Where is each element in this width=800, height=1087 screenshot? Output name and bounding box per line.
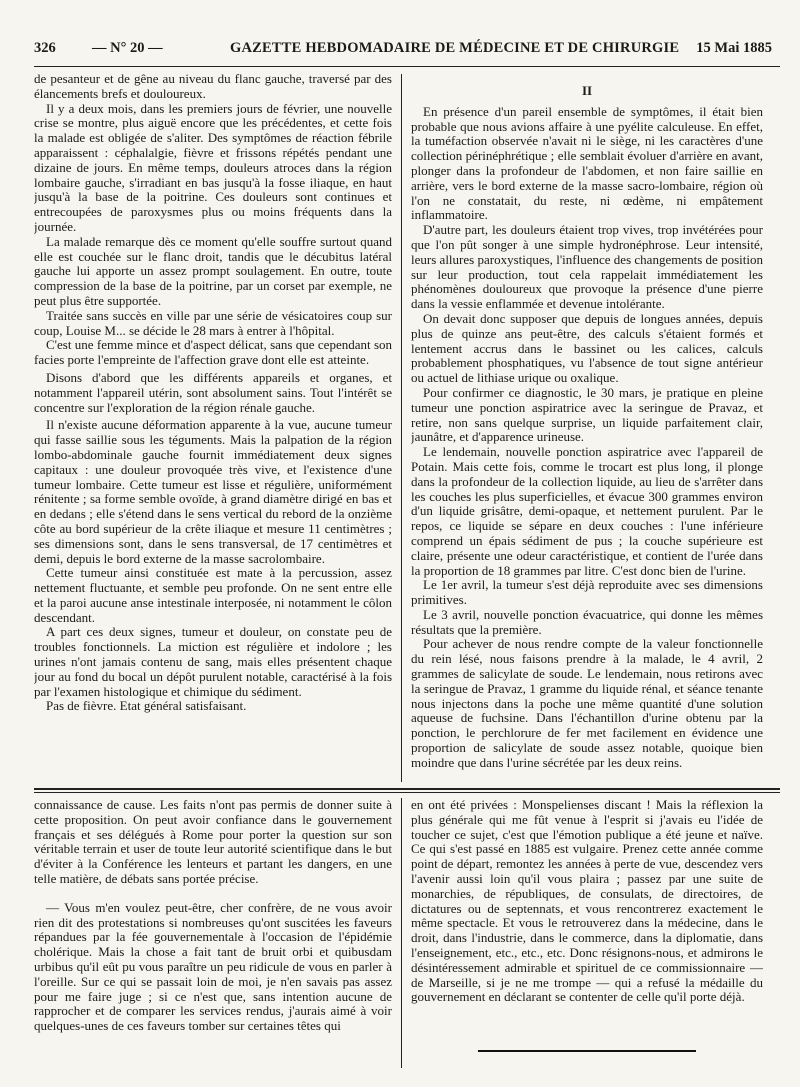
header-rule	[34, 66, 780, 67]
paragraph: Il y a deux mois, dans les premiers jours de février, une nouvelle crise se montre, plus aiguë encore que les précédentes, et cette fois la malade est obligée de s'aliter. Des symptômes de réaction fébrile apparaissent : céphalalgie, fièvre et frissons répétés pendant une dizaine de jours. En même temps, douleurs atroces dans la région lombaire gauche, s'irradiant en bas jusqu'à la fosse iliaque, en haut jusqu'à la base de la poitrine. Ces douleurs sont continues et entrecoupées de paroxysmes plus ou moins fréquents dans la journée.	[34, 100, 392, 234]
paragraph: Pour confirmer ce diagnostic, le 30 mars, je pratique en pleine tumeur une ponction aspiratrice avec la seringue de Pravaz, et retire, non sans quelque surprise, un liquide parfaitement clair, jaunâtre, et d'apparence urineuse.	[411, 384, 763, 445]
paragraph: Le lendemain, nouvelle ponction aspiratrice avec l'appareil de Potain. Mais cette fois, comme le trocart est plus long, il plonge dans la profondeur de la collection liquide, au lieu de s'arrêter dans les couches les plus superficielles, et évacue 300 grammes environ d'un liquide grisâtre, demi-opaque, et nettement purulent. Par le repos, ce liquide se sépare en deux couches : l'une inférieure comprend un épais sédiment de pus ; la couche supérieure est claire, présente une odeur caractéristique, et contient de l'urée dans la proportion de 18 grammes par litre. C'est donc bien de l'urine.	[411, 444, 763, 578]
upper-right-column	[411, 84, 763, 784]
paragraph: Pas de fièvre. Etat général satisfaisant.	[46, 698, 247, 714]
paragraph: Traitée sans succès en ville par une série de vésicatoires coup sur coup, Louise M... se décide le 28 mars à entrer à l'hôpital.	[34, 307, 392, 338]
paragraph: On devait donc supposer que depuis de longues années, depuis plus de quinze ans peut-être, des calculs s'étaient formés et lentement accrus dans le bassinet ou les calices, calculs probablement phosphatiques, vu l'absence de tout signe antérieur ou actuel de lithiase urique ou oxalique.	[411, 310, 763, 386]
paragraph: Cette tumeur ainsi constituée est mate à la percussion, assez nettement fluctuante, et semble peu profonde. On ne sent entre elle et la paroi aucune anse intestinale interposée, ni notamment le côlon descendant.	[34, 565, 392, 625]
paragraph: Le 1er avril, la tumeur s'est déjà reproduite avec ses dimensions primitives.	[411, 577, 763, 608]
paragraph: connaissance de cause. Les faits n'ont pas permis de donner suite à cette proposition. On peut avoir confiance dans le gouvernement français et ses délégués à Rome pour porter la question sur son véritable terrain et user de toute leur autorité scientifique dans le but d'éviter à la Conférence les lenteurs et partant les dangers, en une telle matière, de débats sans portée précise.	[34, 798, 392, 886]
paragraph: D'autre part, les douleurs étaient trop vives, trop invétérées pour que l'on pût songer à une simple hydronéphrose. Leur intensité, leurs allures paroxystiques, l'influence des changements de position sur leur production, tout cela rappelait immédiatement les phénomènes douloureux que provoque la présence d'une pierre dans la vessie enflammée et devenue intolérante.	[411, 222, 763, 312]
lower-left-column	[34, 798, 392, 1070]
paragraph: Le 3 avril, nouvelle ponction évacuatrice, qui donne les mêmes résultats que la première.	[411, 606, 763, 637]
upper-column-divider	[401, 74, 402, 782]
section-divider-thin	[34, 792, 780, 793]
section-divider	[34, 788, 780, 790]
section-numeral: II	[581, 84, 593, 98]
issue-number: — N° 20 —	[92, 40, 163, 56]
upper-left-column	[34, 72, 392, 784]
paragraph: en ont été privées : Monspelienses discant ! Mais la réflexion la plus générale qui me fût venue à l'esprit si j'avais eu l'idée de toucher ce sujet, c'est que l'émotion publique a été jeune et naïve. Ce qui s'est passé en 1885 est vulgaire. Prenez cette année comme point de départ, remontez les années à perte de vue, descendez vers l'avenir aussi loin qu'il vous plaira ; passez par une suite de monarchies, de républiques, de consulats, de directoires, de dictatures ou de septennats, et vous rencontrerez exactement le même spectacle. Et vous le retrouverez dans la médecine, dans le droit, dans l'industrie, dans le commerce, dans la diplomatie, dans l'enseignement, etc., etc., etc. Donc résignons-nous, et admirons le désintéressement admirable et spirituel de ce commissionnaire — de Marseille, si je ne me trompe — qui a refusé la médaille du gouvernement en déclarant se contenter de celle qu'il porte déjà.	[411, 798, 763, 1005]
paragraph: de pesanteur et de gêne au niveau du flanc gauche, traversé par des élancements brefs et douloureux.	[34, 72, 392, 101]
lower-column-divider	[401, 798, 402, 1068]
issue-date: 15 Mai 1885	[696, 40, 772, 56]
paragraph: — Vous m'en voulez peut-être, cher confrère, de ne vous avoir rien dit des protestations si nombreuses qu'ont suscitées les faveurs répandues par la fée gouvernementale à l'occasion de l'épidémie cholérique. Mais la chose a fait tant de bruit orbi et quibusdam urbibus qu'il eût pu vous paraître un peu ridicule de vous en parler à l'oreille. Sur ce qui se passait loin de moi, je n'en savais pas assez pour me faire juge ; si ce n'est que, sans intention aucune de rapprocher et de comparer les services rendus, j'aurais aimé à voir quelques-unes de ces faveurs tomber sur certaines têtes qui	[34, 899, 392, 1034]
journal-title: GAZETTE HEBDOMADAIRE DE MÉDECINE ET DE CHIRURGIE	[230, 40, 680, 56]
paragraph: A part ces deux signes, tumeur et douleur, on constate peu de troubles fonctionnels. La miction est régulière et indolore ; les urines n'ont jamais contenu de sang, mais elles présentent chaque jour au fond du bocal un dépôt purulent notable, caractérisé à la fois par l'examen histologique et chimique du sédiment.	[34, 624, 392, 699]
paragraph: En présence d'un pareil ensemble de symptômes, il était bien probable que nous avions affaire à une pyélite calculeuse. En effet, la tuméfaction observée n'avait ni le siège, ni les caractères d'une collection périnéphrétique ; elle semblait évoluer d'arrière en avant, plonger dans la profondeur de l'abdomen, et non faire saillie en arrière, vers le bord externe de la masse sacro-lombaire, région où l'on ne constatait, du reste, ni œdème, ni empâtement inflammatoire.	[411, 103, 763, 223]
paragraph: C'est une femme mince et d'aspect délicat, sans que cependant son facies porte l'empreinte de l'affection grave dont elle est atteinte.	[34, 337, 392, 368]
paragraph: Pour achever de nous rendre compte de la valeur fonctionnelle du rein lésé, nous faisons prendre à la malade, le 4 avril, 2 grammes de salicylate de soude. Le lendemain, nous retirons avec la seringue de Pravaz, 1 gramme du liquide rénal, et séance tenante nous injectons dans la poche une même quantité d'une solution aqueuse de fuchsine. Dans l'échantillon d'urine obtenu par la ponction, le perchlorure de fer met facilement en évidence une proportion de salicylate de soude assez notable, quoique bien moindre que dans l'urine sécrétée par les deux reins.	[411, 636, 763, 770]
lower-right-column	[411, 798, 763, 1038]
paragraph: La malade remarque dès ce moment qu'elle souffre surtout quand elle est couchée sur le flanc droit, tandis que le décubitus latéral gauche lui apporte un assez prompt soulagement. En outre, toute compression de la base de la poitrine, par un corset par exemple, ne peut plus être supportée.	[34, 233, 392, 308]
paragraph: Il n'existe aucune déformation apparente à la vue, aucune tumeur qui fasse saillie sous les téguments. Mais la palpation de la région lombo-abdominale gauche fournit immédiatement deux signes capitaux : une douleur provoquée très vive, et l'existence d'une tumeur lombaire. Cette tumeur est lisse et régulière, uniformément rénitente ; sa forme semble ovoïde, à grand diamètre dirigé en bas et en dedans ; elle s'étend dans le sens vertical du rebord de la onzième côte au bord supérieur de la crête iliaque et mesure 11 centimètres ; ses dimensions sont, dans le sens transversal, de 17 centimètres et demi, depuis le bord externe de la masse sacrolombaire.	[34, 417, 392, 566]
closing-rule	[478, 1050, 696, 1052]
page-header	[34, 40, 784, 64]
paragraph: Disons d'abord que les différents appareils et organes, et notamment l'appareil utérin, sont absolument sains. Tout l'intérêt se concentre sur l'exploration de la région rénale gauche.	[34, 369, 392, 415]
page-number: 326	[34, 40, 56, 56]
